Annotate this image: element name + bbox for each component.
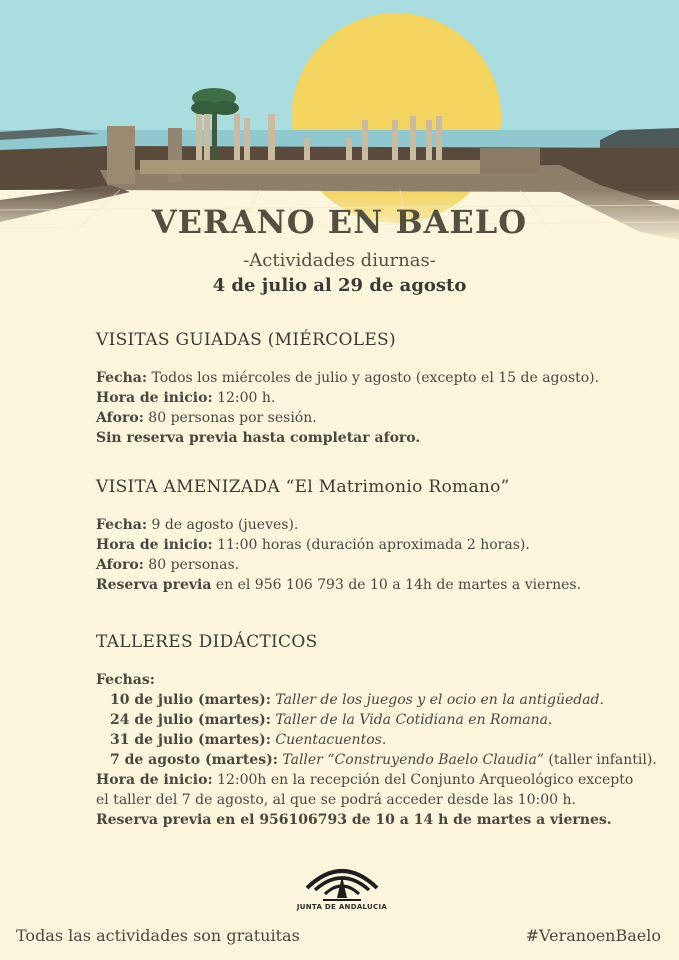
date-range: 4 de julio al 29 de agosto: [212, 275, 467, 296]
taller-date: 10 de julio (martes):: [110, 692, 271, 708]
fechas-label: Fechas:: [96, 672, 155, 688]
list-item: [96, 730, 656, 750]
aforo-value: 80 personas por sesión.: [143, 410, 317, 426]
logo-text: JUNTA DE ANDALUCIA: [296, 903, 388, 911]
taller-suffix: (taller infantil).: [543, 752, 657, 768]
hora-label: Hora de inicio:: [96, 772, 213, 788]
taller-name: Taller de la Vida Cotidiana en Romana: [275, 712, 549, 728]
hora-value: 11:00 horas (duración aproximada 2 horas).: [212, 537, 530, 553]
section-heading: TALLERES DIDÁCTICOS: [96, 632, 318, 652]
wall-right: [480, 148, 540, 174]
aforo-line: [96, 408, 656, 428]
hora-label: Hora de inicio:: [96, 390, 213, 406]
taller-suffix: .: [548, 712, 553, 728]
taller-date: 24 de julio (martes):: [110, 712, 271, 728]
hora-line: [96, 535, 656, 555]
footer-hashtag: #VeranoenBaelo: [525, 926, 661, 945]
footer-free-note: Todas las actividades son gratuitas: [16, 926, 300, 945]
fecha-line: [96, 368, 656, 388]
fecha-label: Fecha:: [96, 517, 148, 533]
reserva-line: Reserva previa en el 956106793 de 10 a 14 h de martes a viernes.: [96, 812, 612, 828]
fecha-value: Todos los miércoles de julio y agosto (excepto el 15 de agosto).: [147, 370, 600, 386]
page-title: VERANO EN BAELO: [151, 203, 528, 241]
list-item: [96, 750, 656, 770]
section-visita-amenizada: [96, 477, 656, 595]
taller-date: 7 de agosto (martes):: [110, 752, 278, 768]
section-talleres: [96, 632, 656, 830]
hora-value: 12:00 h.: [212, 390, 276, 406]
taller-date: 31 de julio (martes):: [110, 732, 271, 748]
reserva-line: [96, 575, 656, 595]
fecha-value: 9 de agosto (jueves).: [147, 517, 299, 533]
reserva-line: Sin reserva previa hasta completar aforo.: [96, 430, 421, 446]
subtitle: -Actividades diurnas-: [243, 250, 436, 271]
hora-line: [96, 388, 656, 408]
list-item: [96, 690, 656, 710]
temple-base: [140, 160, 480, 174]
list-item: [96, 710, 656, 730]
hora-line-2: el taller del 7 de agosto, al que se podrá acceder desde las 10:00 h.: [96, 792, 576, 808]
taller-name: Taller de los juegos y el ocio en la antigüedad.: [275, 692, 604, 708]
aforo-value: 80 personas.: [143, 557, 240, 573]
taller-name: Cuentacuentos: [275, 732, 382, 748]
aforo-label: Aforo:: [96, 410, 144, 426]
tower-left: [107, 126, 135, 184]
fecha-line: [96, 515, 656, 535]
reserva-label: Reserva previa: [96, 577, 212, 593]
fecha-label: Fecha:: [96, 370, 148, 386]
reserva-value: en el 956 106 793 de 10 a 14h de martes a viernes.: [211, 577, 582, 593]
taller-suffix: .: [381, 732, 387, 748]
section-heading: VISITA AMENIZADA “El Matrimonio Romano”: [96, 477, 510, 497]
section-visitas-guiadas: [96, 330, 656, 448]
hora-value: 12:00h en la recepción del Conjunto Arqueológico excepto: [212, 772, 634, 788]
aforo-line: [96, 555, 656, 575]
taller-name: Taller “Construyendo Baelo Claudia”: [282, 752, 544, 768]
hora-label: Hora de inicio:: [96, 537, 213, 553]
section-heading: VISITAS GUIADAS (MIÉRCOLES): [96, 330, 396, 350]
hora-line: [96, 770, 656, 790]
aforo-label: Aforo:: [96, 557, 144, 573]
